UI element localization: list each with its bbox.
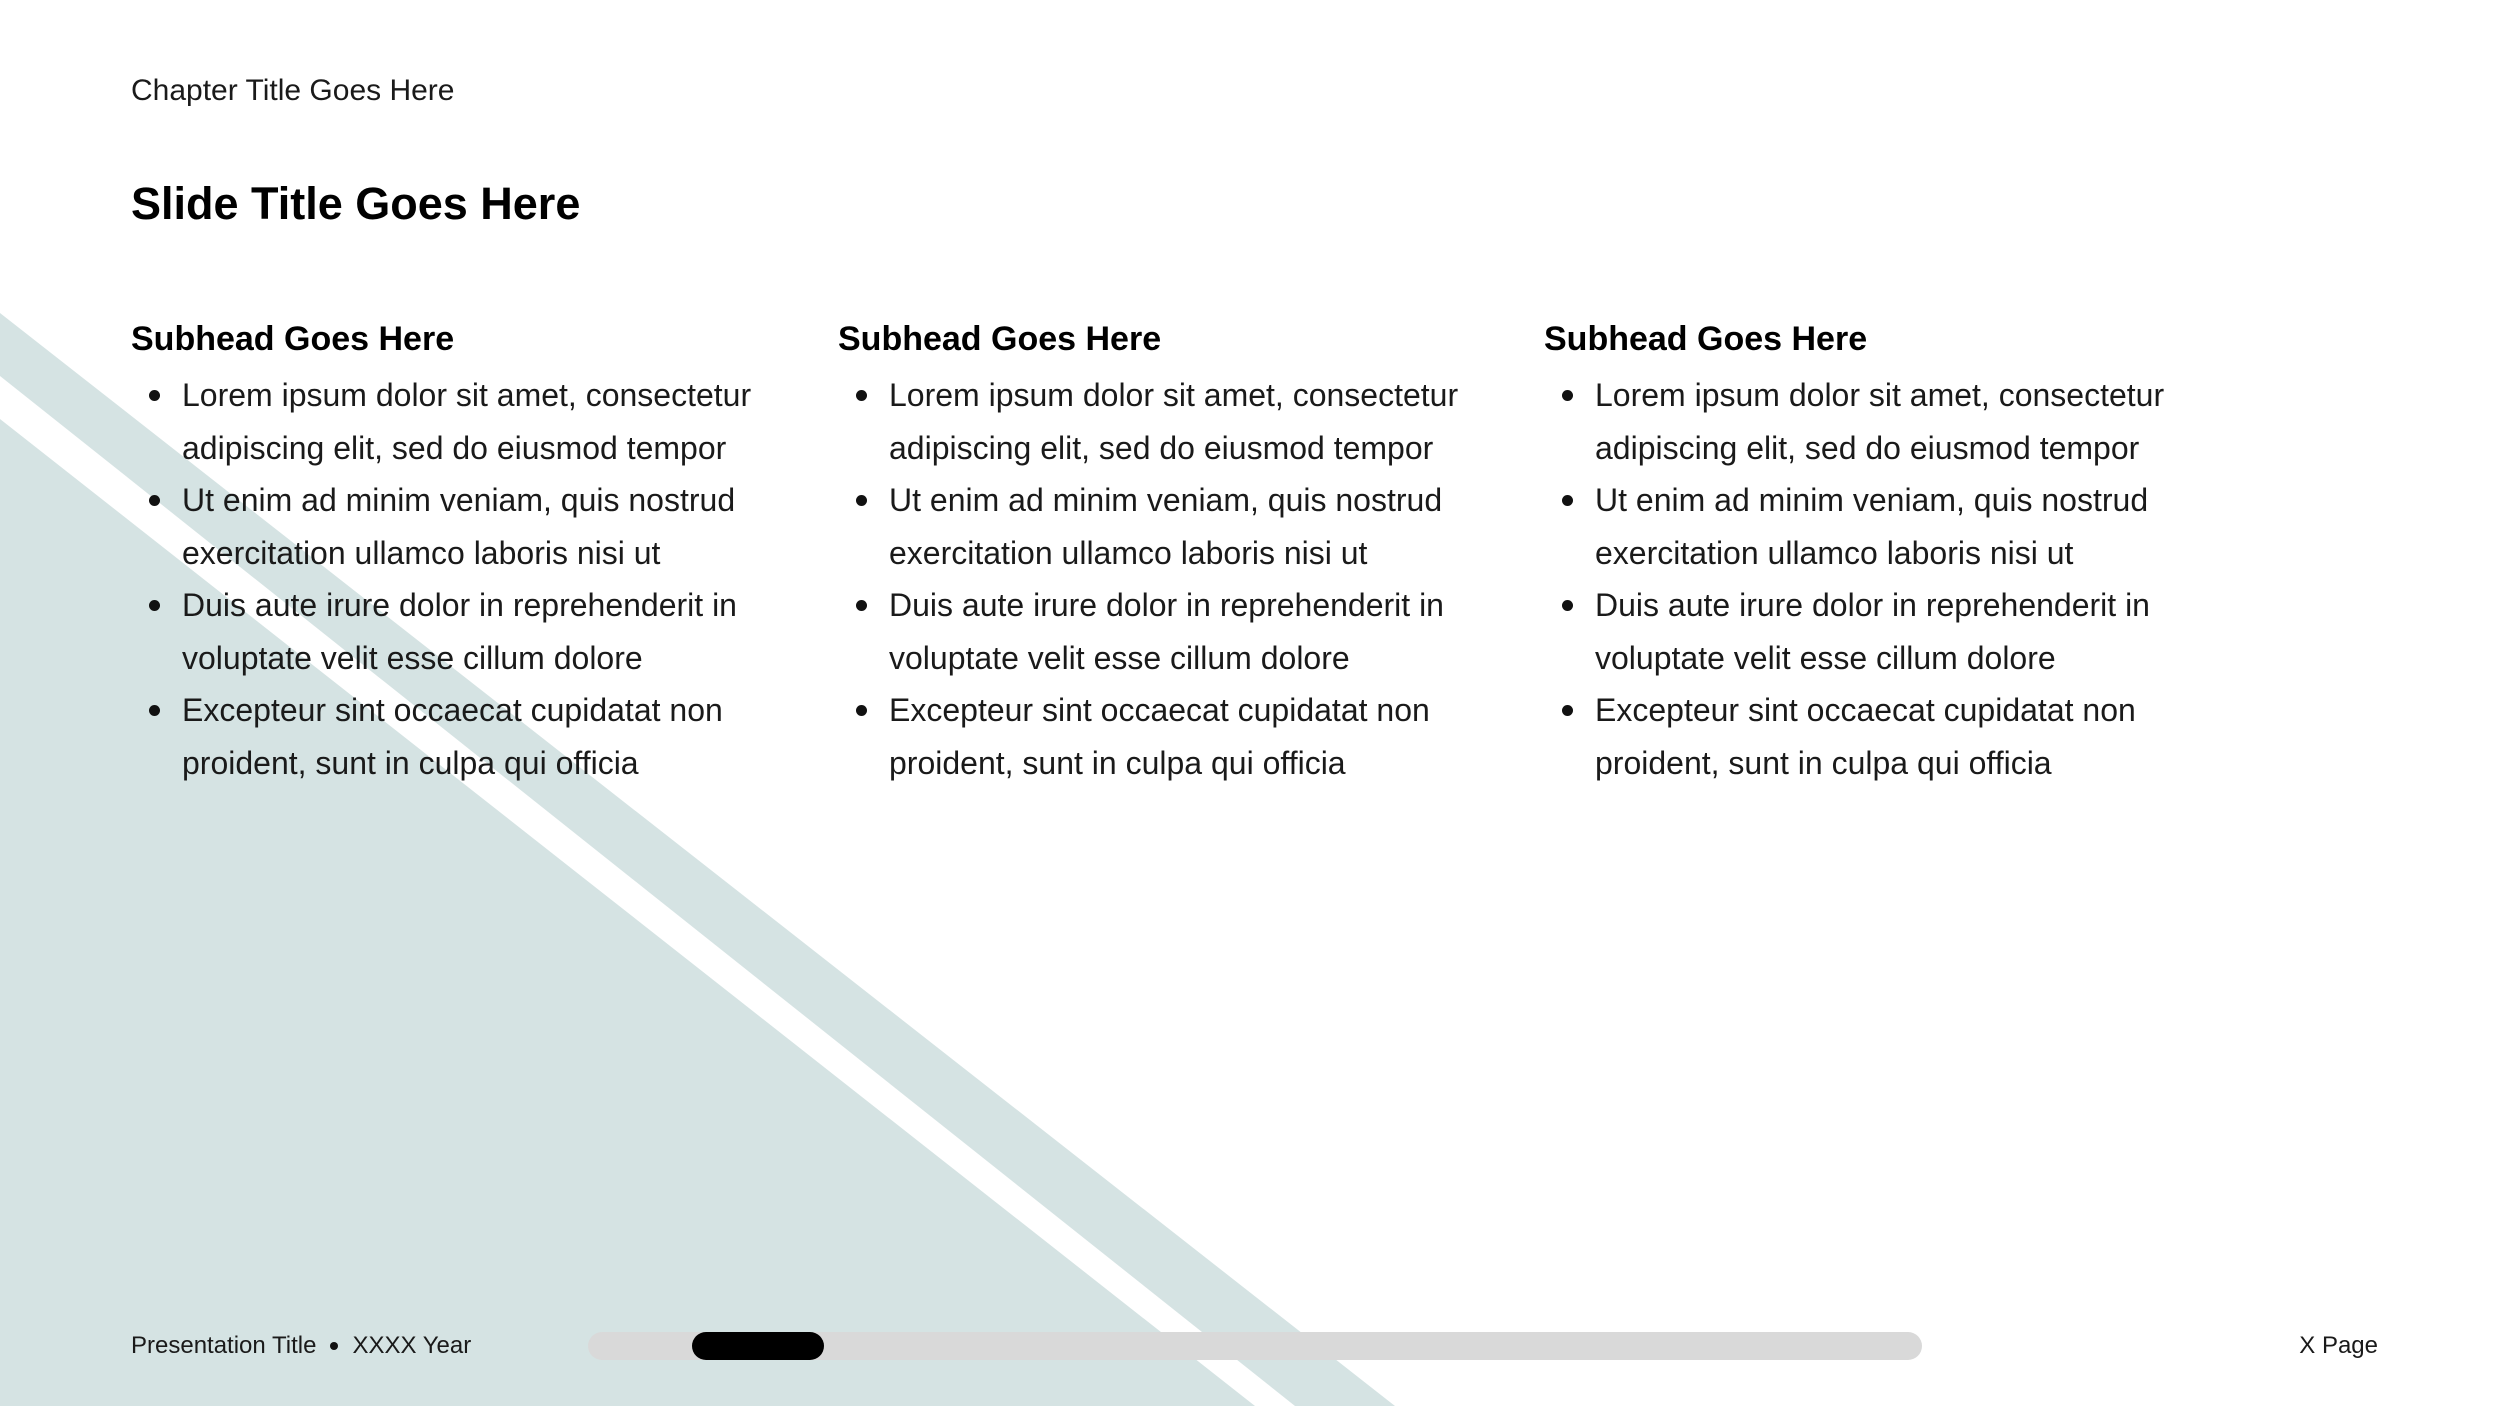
bullet-text: Ut enim ad minim veniam, quis nostrud exercitation ullamco laboris nisi ut [889, 482, 1443, 571]
bullet-icon [856, 390, 867, 401]
bullet-item [131, 369, 771, 474]
bullet-text: Excepteur sint occaecat cupidatat non proident, sunt in culpa qui officia [182, 692, 723, 781]
bullet-text: Excepteur sint occaecat cupidatat non proident, sunt in culpa qui officia [889, 692, 1430, 781]
bullet-text: Ut enim ad minim veniam, quis nostrud exercitation ullamco laboris nisi ut [182, 482, 736, 571]
bullet-list [131, 369, 771, 789]
bullet-text: Lorem ipsum dolor sit amet, consectetur adipiscing elit, sed do eiusmod tempor [182, 377, 752, 466]
bullet-list [1544, 369, 2184, 789]
bullet-text: Duis aute irure dolor in reprehenderit in voluptate velit esse cillum dolore [889, 587, 1444, 676]
column-subhead: Subhead Goes Here [838, 320, 1162, 358]
bullet-item [838, 579, 1478, 684]
content-column-2 [838, 317, 1478, 789]
bullet-item [838, 369, 1478, 474]
bullet-text: Ut enim ad minim veniam, quis nostrud exercitation ullamco laboris nisi ut [1595, 482, 2149, 571]
bullet-item [131, 474, 771, 579]
footer-year: XXXX Year [352, 1332, 472, 1359]
bullet-item [1544, 474, 2184, 579]
bullet-text: Duis aute irure dolor in reprehenderit in voluptate velit esse cillum dolore [1595, 587, 2150, 676]
bullet-item [1544, 369, 2184, 474]
bullet-icon [149, 600, 160, 611]
slide-title: Slide Title Goes Here [131, 178, 581, 229]
bullet-icon [1562, 600, 1573, 611]
footer-separator-dot [330, 1342, 338, 1350]
bullet-text: Lorem ipsum dolor sit amet, consectetur adipiscing elit, sed do eiusmod tempor [1595, 377, 2165, 466]
slide-progress-indicator [692, 1332, 824, 1360]
bullet-text: Duis aute irure dolor in reprehenderit in voluptate velit esse cillum dolore [182, 587, 737, 676]
footer-presentation-title: Presentation Title [131, 1332, 317, 1359]
bullet-icon [856, 705, 867, 716]
column-subhead: Subhead Goes Here [131, 320, 455, 358]
bullet-text: Lorem ipsum dolor sit amet, consectetur adipiscing elit, sed do eiusmod tempor [889, 377, 1459, 466]
bullet-list [838, 369, 1478, 789]
bullet-icon [1562, 705, 1573, 716]
bullet-text: Excepteur sint occaecat cupidatat non proident, sunt in culpa qui officia [1595, 692, 2136, 781]
content-column-1 [131, 317, 771, 789]
footer-page-number: X Page [2299, 1332, 2378, 1359]
bullet-item [1544, 579, 2184, 684]
chapter-title: Chapter Title Goes Here [131, 74, 455, 107]
bullet-item [838, 684, 1478, 789]
bullet-icon [1562, 390, 1573, 401]
bullet-item [131, 579, 771, 684]
slide-progress-track [588, 1332, 1922, 1360]
footer-presentation-info [131, 1332, 471, 1360]
bullet-item [838, 474, 1478, 579]
bullet-icon [1562, 495, 1573, 506]
bullet-icon [149, 705, 160, 716]
bullet-item [131, 684, 771, 789]
bullet-icon [856, 495, 867, 506]
bullet-item [1544, 684, 2184, 789]
bullet-icon [856, 600, 867, 611]
column-subhead: Subhead Goes Here [1544, 320, 1868, 358]
bullet-icon [149, 495, 160, 506]
content-column-3 [1544, 317, 2184, 789]
bullet-icon [149, 390, 160, 401]
